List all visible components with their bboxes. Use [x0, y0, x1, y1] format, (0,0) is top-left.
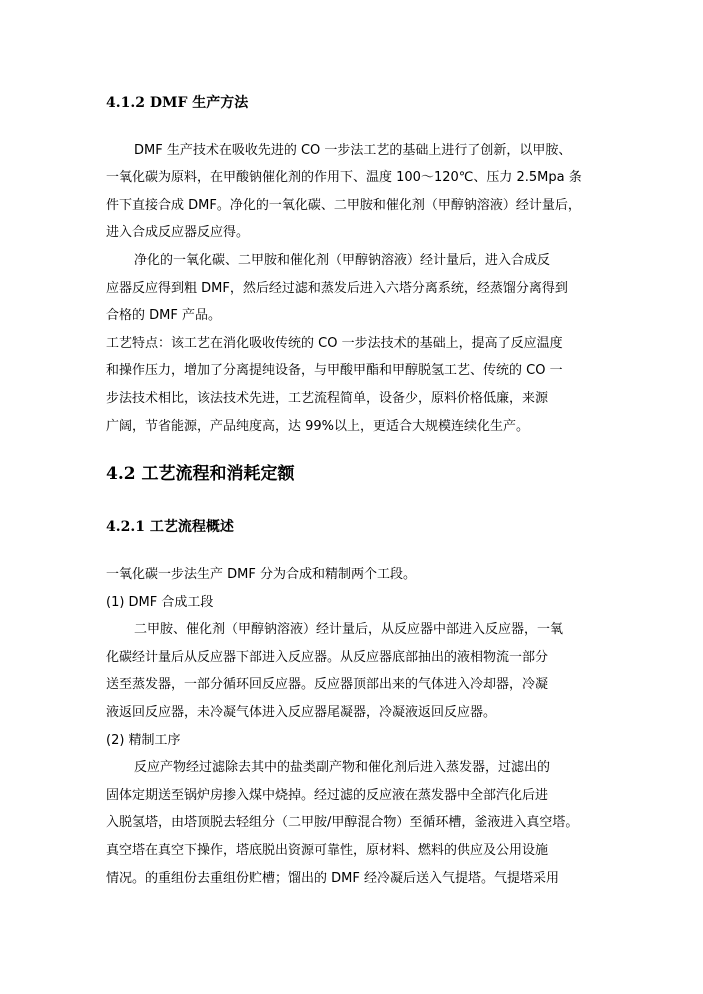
paragraph-line: DMF 生产技术在吸收先进的 CO 一步法工艺的基础上进行了创新，以甲胺、: [134, 143, 572, 158]
subsection-title: (2) 精制工序: [106, 733, 181, 748]
paragraph-line: 件下直接合成 DMF。净化的一氧化碳、二甲胺和催化剂（甲醇钠溶液）经计量后，: [106, 198, 581, 213]
paragraph-line: 反应产物经过滤除去其中的盐类副产物和催化剂后进入蒸发器，过滤出的: [134, 760, 551, 775]
paragraph-line: 固体定期送至锅炉房掺入煤中烧掉。经过滤的反应液在蒸发器中全部汽化后进: [106, 788, 549, 803]
paragraph-line: 一氧化碳为原料，在甲酸钠催化剂的作用下、温度 100～120℃、压力 2.5Mpa 条: [106, 170, 582, 185]
paragraph-line: 入脱氢塔，由塔顶脱去轻组分（二甲胺/甲醇混合物）至循环槽，釜液进入真空塔。: [106, 815, 579, 830]
section-heading-4-2: 4.2 工艺流程和消耗定额: [106, 464, 295, 484]
paragraph-line: 液返回反应器，未冷凝气体进入反应器尾凝器，冷凝液返回反应器。: [106, 705, 497, 720]
paragraph-line: 情况。的重组份去重组份贮槽；馏出的 DMF 经冷凝后送入气提塔。气提塔采用: [106, 871, 559, 886]
paragraph-line: 和操作压力，增加了分离提纯设备，与甲酸甲酯和甲醇脱氢工艺、传统的 CO 一: [106, 363, 563, 378]
paragraph-line: 进入合成反应器反应得。: [106, 225, 250, 240]
paragraph-line: 送至蒸发器，一部分循环回反应器。反应器顶部出来的气体进入冷却器，冷凝: [106, 677, 549, 692]
paragraph-line: 应器反应得到粗 DMF，然后经过滤和蒸发后进入六塔分离系统，经蒸馏分离得到: [106, 281, 568, 296]
paragraph-line: 真空塔在真空下操作，塔底脱出资源可靠性，原材料、燃料的供应及公用设施: [106, 843, 549, 858]
subsection-title: (1) DMF 合成工段: [106, 595, 214, 610]
paragraph-line: 化碳经计量后从反应器下部进入反应器。从反应器底部抽出的液相物流一部分: [106, 650, 549, 665]
section-heading-4-1-2: 4.1.2 DMF 生产方法: [106, 95, 249, 111]
section-heading-4-2-1: 4.2.1 工艺流程概述: [106, 519, 234, 535]
paragraph-line: 工艺特点：该工艺在消化吸收传统的 CO 一步法技术的基础上，提高了反应温度: [106, 336, 563, 351]
paragraph-line: 二甲胺、催化剂（甲醇钠溶液）经计量后，从反应器中部进入反应器，一氧: [134, 622, 564, 637]
paragraph-line: 步法技术相比，该法技术先进，工艺流程简单，设备少，原料价格低廉，来源: [106, 391, 549, 406]
paragraph-line: 广阔，节省能源，产品纯度高，达 99%以上，更适合大规模连续化生产。: [106, 419, 530, 434]
paragraph-line: 合格的 DMF 产品。: [106, 308, 221, 323]
paragraph-line: 一氧化碳一步法生产 DMF 分为合成和精制两个工段。: [106, 567, 416, 582]
paragraph-line: 净化的一氧化碳、二甲胺和催化剂（甲醇钠溶液）经计量后，进入合成反: [134, 253, 551, 268]
